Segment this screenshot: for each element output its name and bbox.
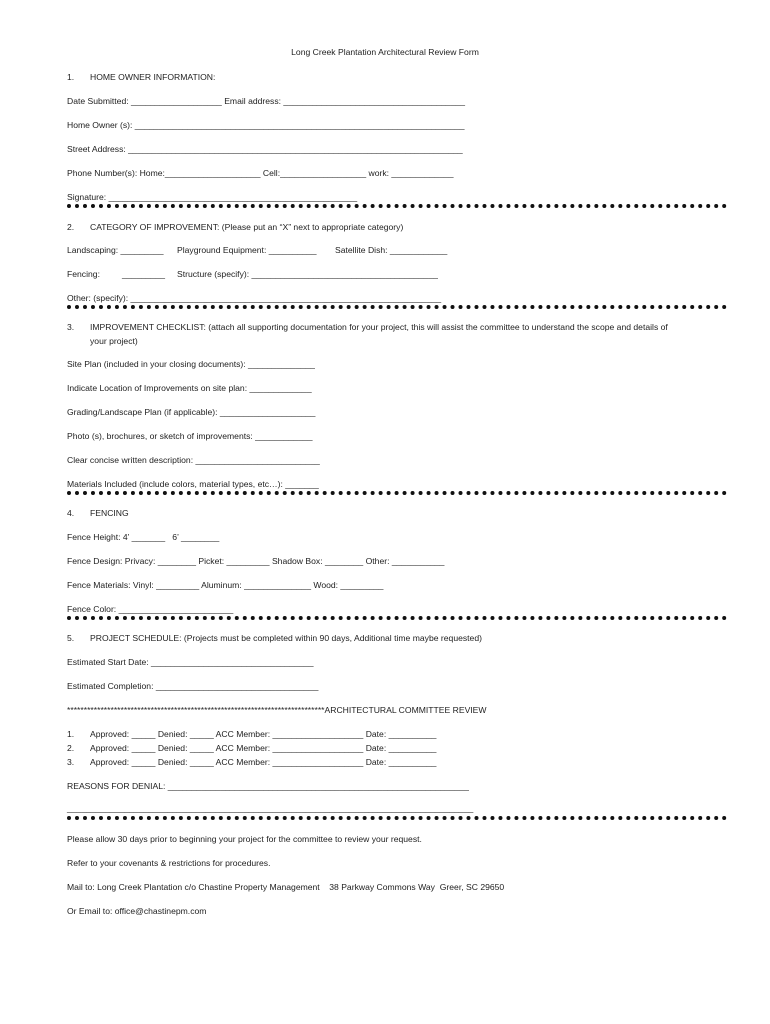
location-field[interactable]: Indicate Location of Improvements on site plan: _____________ [67, 383, 312, 393]
section-number: 5. [67, 633, 75, 643]
fence-height-field[interactable]: Fence Height: 4’ _______ 6’ ________ [67, 532, 220, 542]
description-field[interactable]: Clear concise written description: __________________________ [67, 455, 320, 465]
committee-review-header: *****************************************************************************ARCHITECTURAL COMMITTEE REVIEW [67, 705, 487, 715]
date-submitted-field[interactable]: Date Submitted: ___________________ Email address: ______________________________________ [67, 96, 466, 106]
section-heading-checklist: IMPROVEMENT CHECKLIST: (attach all supporting documentation for your project, this will assist the committee to understand the scope and details of [90, 322, 668, 332]
section-divider [67, 491, 727, 495]
review-row-number: 3. [67, 757, 75, 767]
structure-field[interactable]: Structure (specify): _______________________________________ [177, 269, 438, 279]
grading-plan-field[interactable]: Grading/Landscape Plan (if applicable): ____________________ [67, 407, 316, 417]
phone-numbers-field[interactable]: Phone Number(s): Home:____________________ Cell:__________________ work: _____________ [67, 168, 454, 178]
reasons-continuation-line[interactable]: _____________________________________________________________________________________ [67, 803, 474, 813]
fencing-field[interactable]: _________ [122, 269, 166, 279]
photos-field[interactable]: Photo (s), brochures, or sketch of improvements: ____________ [67, 431, 313, 441]
form-title: Long Creek Plantation Architectural Review Form [291, 47, 479, 57]
street-address-field[interactable]: Street Address: ______________________________________________________________________ [67, 144, 463, 154]
section-heading-schedule: PROJECT SCHEDULE: (Projects must be completed within 90 days, Additional time maybe requested) [90, 633, 482, 643]
review-row-number: 1. [67, 729, 75, 739]
fence-color-field[interactable]: Fence Color: ________________________ [67, 604, 234, 614]
section-number: 3. [67, 322, 75, 332]
section-divider [67, 616, 727, 620]
review-row-number: 2. [67, 743, 75, 753]
email-to-address: Or Email to: office@chastinepm.com [67, 906, 207, 916]
section-divider [67, 305, 727, 309]
satellite-dish-field[interactable]: Satellite Dish: ____________ [335, 245, 448, 255]
playground-equipment-field[interactable]: Playground Equipment: __________ [177, 245, 317, 255]
fencing-label: Fencing: [67, 269, 100, 279]
section-heading-checklist-cont: your project) [90, 336, 138, 346]
section-heading-category: CATEGORY OF IMPROVEMENT: (Please put an “X” next to appropriate category) [90, 222, 404, 232]
signature-field[interactable]: Signature: ____________________________________________________ [67, 192, 358, 202]
estimated-completion-field[interactable]: Estimated Completion: __________________________________ [67, 681, 319, 691]
section-number: 4. [67, 508, 75, 518]
mail-to-address: Mail to: Long Creek Plantation c/o Chastine Property Management 38 Parkway Commons Way Greer, SC 29650 [67, 882, 505, 892]
section-divider [67, 204, 727, 208]
review-row[interactable]: Approved: _____ Denied: _____ ACC Member: ___________________ Date: __________ [90, 757, 437, 767]
section-number: 2. [67, 222, 75, 232]
other-specify-field[interactable]: Other: (specify): _________________________________________________________________ [67, 293, 442, 303]
section-heading-fencing: FENCING [90, 508, 129, 518]
allow-days-note: Please allow 30 days prior to beginning your project for the committee to review your request. [67, 834, 422, 844]
materials-field[interactable]: Materials Included (include colors, material types, etc…): _______ [67, 479, 319, 489]
section-divider [67, 816, 727, 820]
site-plan-field[interactable]: Site Plan (included in your closing documents): ______________ [67, 359, 315, 369]
reasons-for-denial-field[interactable]: REASONS FOR DENIAL: _______________________________________________________________ [67, 781, 469, 791]
estimated-start-field[interactable]: Estimated Start Date: __________________________________ [67, 657, 314, 667]
section-heading-home-owner: HOME OWNER INFORMATION: [90, 72, 216, 82]
home-owner-field[interactable]: Home Owner (s): _____________________________________________________________________ [67, 120, 465, 130]
fence-materials-field[interactable]: Fence Materials: Vinyl: _________ Aluminum: ______________ Wood: _________ [67, 580, 384, 590]
review-row[interactable]: Approved: _____ Denied: _____ ACC Member: ___________________ Date: __________ [90, 729, 437, 739]
landscaping-field[interactable]: Landscaping: _________ [67, 245, 164, 255]
fence-design-field[interactable]: Fence Design: Privacy: ________ Picket: _________ Shadow Box: ________ Other: ___________ [67, 556, 445, 566]
section-number: 1. [67, 72, 75, 82]
refer-covenants-note: Refer to your covenants & restrictions for procedures. [67, 858, 271, 868]
review-row[interactable]: Approved: _____ Denied: _____ ACC Member: ___________________ Date: __________ [90, 743, 437, 753]
